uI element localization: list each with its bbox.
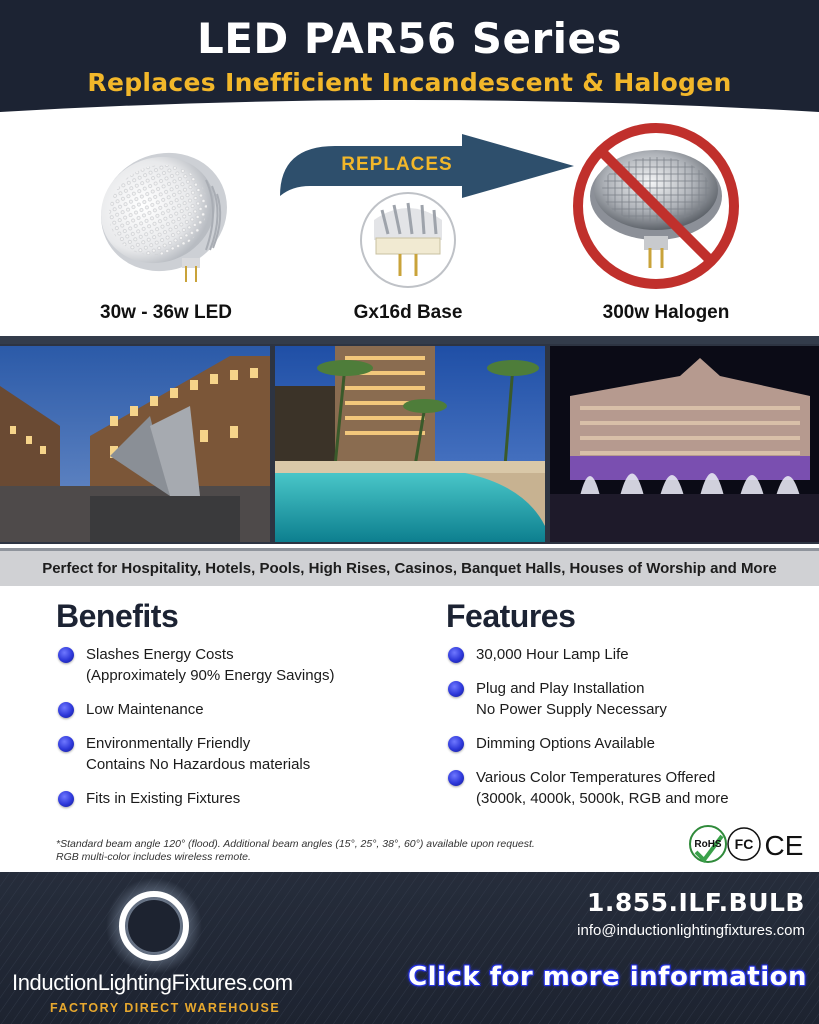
brand-tagline: FACTORY DIRECT WAREHOUSE xyxy=(50,1001,281,1015)
email-link[interactable]: info@inductionlightingfixtures.com xyxy=(577,922,805,939)
benefit-item xyxy=(56,788,396,809)
halogen-bulb-prohibited-image xyxy=(566,118,746,294)
base-label: Gx16d Base xyxy=(353,302,463,323)
svg-text:FC: FC xyxy=(734,836,754,852)
svg-text:CE: CE xyxy=(764,830,804,861)
page-subtitle: Replaces Inefficient Incandescent & Halogen xyxy=(87,68,732,97)
bullet-icon xyxy=(448,647,464,663)
benefit-text: Environmentally Friendly xyxy=(86,735,251,752)
product-comparison xyxy=(0,110,819,338)
gx16d-base-image xyxy=(358,190,458,290)
application-photos xyxy=(0,344,819,544)
feature-text: Plug and Play Installation xyxy=(476,680,645,697)
brand-name: InductionLightingFixtures.com xyxy=(12,970,293,995)
feature-subtext: (3000k, 4000k, 5000k, RGB and more xyxy=(476,790,729,807)
page-title: LED PAR56 Series xyxy=(196,14,623,63)
benefit-item xyxy=(56,733,396,775)
bullet-icon xyxy=(448,770,464,786)
feature-subtext: No Power Supply Necessary xyxy=(476,701,667,718)
footnote xyxy=(56,838,535,864)
more-info-link[interactable]: Click for more information xyxy=(408,962,807,992)
benefit-subtext: (Approximately 90% Energy Savings) xyxy=(86,667,335,684)
bullet-icon xyxy=(58,702,74,718)
benefits-heading: Benefits xyxy=(56,598,179,634)
feature-item xyxy=(446,678,806,720)
halogen-label: 300w Halogen xyxy=(602,302,730,323)
benefit-text: Slashes Energy Costs xyxy=(86,646,234,663)
benefit-text: Fits in Existing Fixtures xyxy=(86,790,241,807)
certification-logos xyxy=(688,822,806,866)
bullet-icon xyxy=(58,736,74,752)
benefits-section xyxy=(56,598,396,822)
applications-banner: Perfect for Hospitality, Hotels, Pools, High Rises, Casinos, Banquet Halls, Houses of Worship and More xyxy=(0,548,819,586)
features-section xyxy=(446,598,806,822)
features-heading: Features xyxy=(446,598,576,634)
section-divider xyxy=(0,336,819,344)
feature-item xyxy=(446,733,806,754)
led-bulb-image xyxy=(86,140,236,290)
feature-text: 30,000 Hour Lamp Life xyxy=(476,646,629,663)
bullet-icon xyxy=(448,681,464,697)
svg-text:RoHS: RoHS xyxy=(694,839,722,850)
rohs-icon xyxy=(690,826,726,862)
pool-photo xyxy=(275,346,545,542)
ce-icon xyxy=(765,830,804,861)
benefit-item xyxy=(56,644,396,686)
feature-text: Dimming Options Available xyxy=(476,735,655,752)
footer xyxy=(0,872,819,1024)
bullet-icon xyxy=(448,736,464,752)
benefit-item xyxy=(56,699,396,720)
footnote-line: *Standard beam angle 120° (flood). Additional beam angles (15°, 25°, 38°, 60°) available upon request. xyxy=(56,838,535,850)
led-label: 30w - 36w LED xyxy=(100,302,232,323)
benefit-subtext: Contains No Hazardous materials xyxy=(86,756,311,773)
bullet-icon xyxy=(58,791,74,807)
feature-text: Various Color Temperatures Offered xyxy=(476,769,716,786)
benefit-text: Low Maintenance xyxy=(86,701,204,718)
casino-fountain-photo xyxy=(550,346,819,542)
phone-number[interactable]: 1.855.ILF.BULB xyxy=(586,888,805,917)
street-photo xyxy=(0,346,270,542)
feature-item xyxy=(446,767,806,809)
footnote-line: RGB multi-color includes wireless remote. xyxy=(56,851,251,863)
fcc-icon xyxy=(728,828,760,860)
bullet-icon xyxy=(58,647,74,663)
replaces-label: REPLACES xyxy=(341,154,453,175)
feature-item xyxy=(446,644,806,665)
